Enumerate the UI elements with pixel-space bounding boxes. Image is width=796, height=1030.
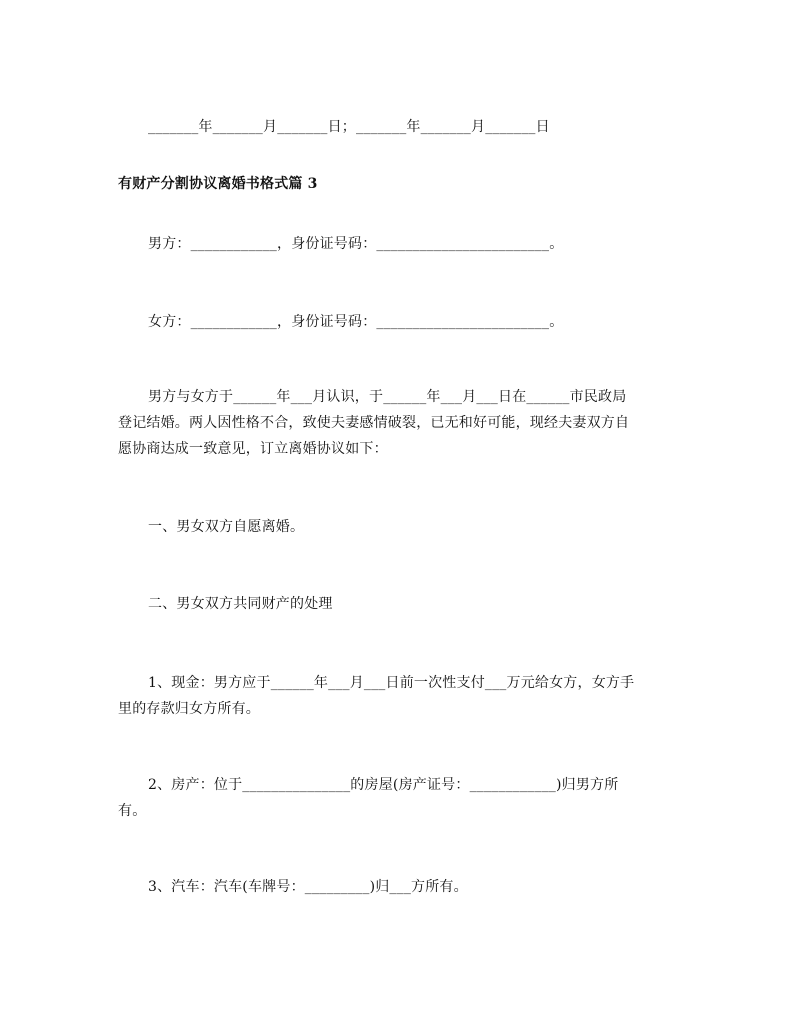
section-title: 有财产分割协议离婚书格式篇 3 [118, 176, 318, 192]
intro-paragraph [118, 384, 688, 462]
item-1-paragraph [118, 670, 688, 722]
signature-date-line: _______年_______月_______日；_______年_______月_______日 [148, 119, 550, 135]
item-2-paragraph [118, 772, 688, 824]
intro-line: 男方与女方于______年___月认识，于______年___月___日在______市民政局 [148, 389, 627, 405]
female-party-line: 女方：____________，身份证号码：________________________。 [148, 314, 564, 330]
intro-line: 登记结婚。两人因性格不合，致使夫妻感情破裂，已无和好可能，现经夫妻双方自 [118, 415, 630, 431]
clause-1: 一、男女双方自愿离婚。 [148, 519, 305, 535]
item-1-line: 1、现金：男方应于______年___月___日前一次性支付___万元给女方，女方手 [148, 675, 635, 691]
clause-2: 二、男女双方共同财产的处理 [148, 596, 333, 612]
item-3-line: 3、汽车：汽车(车牌号：_________)归___方所有。 [148, 879, 468, 895]
intro-line: 愿协商达成一致意见，订立离婚协议如下： [118, 441, 388, 457]
item-2-line: 有。 [118, 803, 147, 819]
item-1-line: 里的存款归女方所有。 [118, 701, 260, 717]
male-party-line: 男方：____________，身份证号码：________________________。 [148, 236, 564, 252]
item-2-line: 2、房产：位于_______________的房屋(房产证号：____________)归男方所 [148, 777, 619, 793]
